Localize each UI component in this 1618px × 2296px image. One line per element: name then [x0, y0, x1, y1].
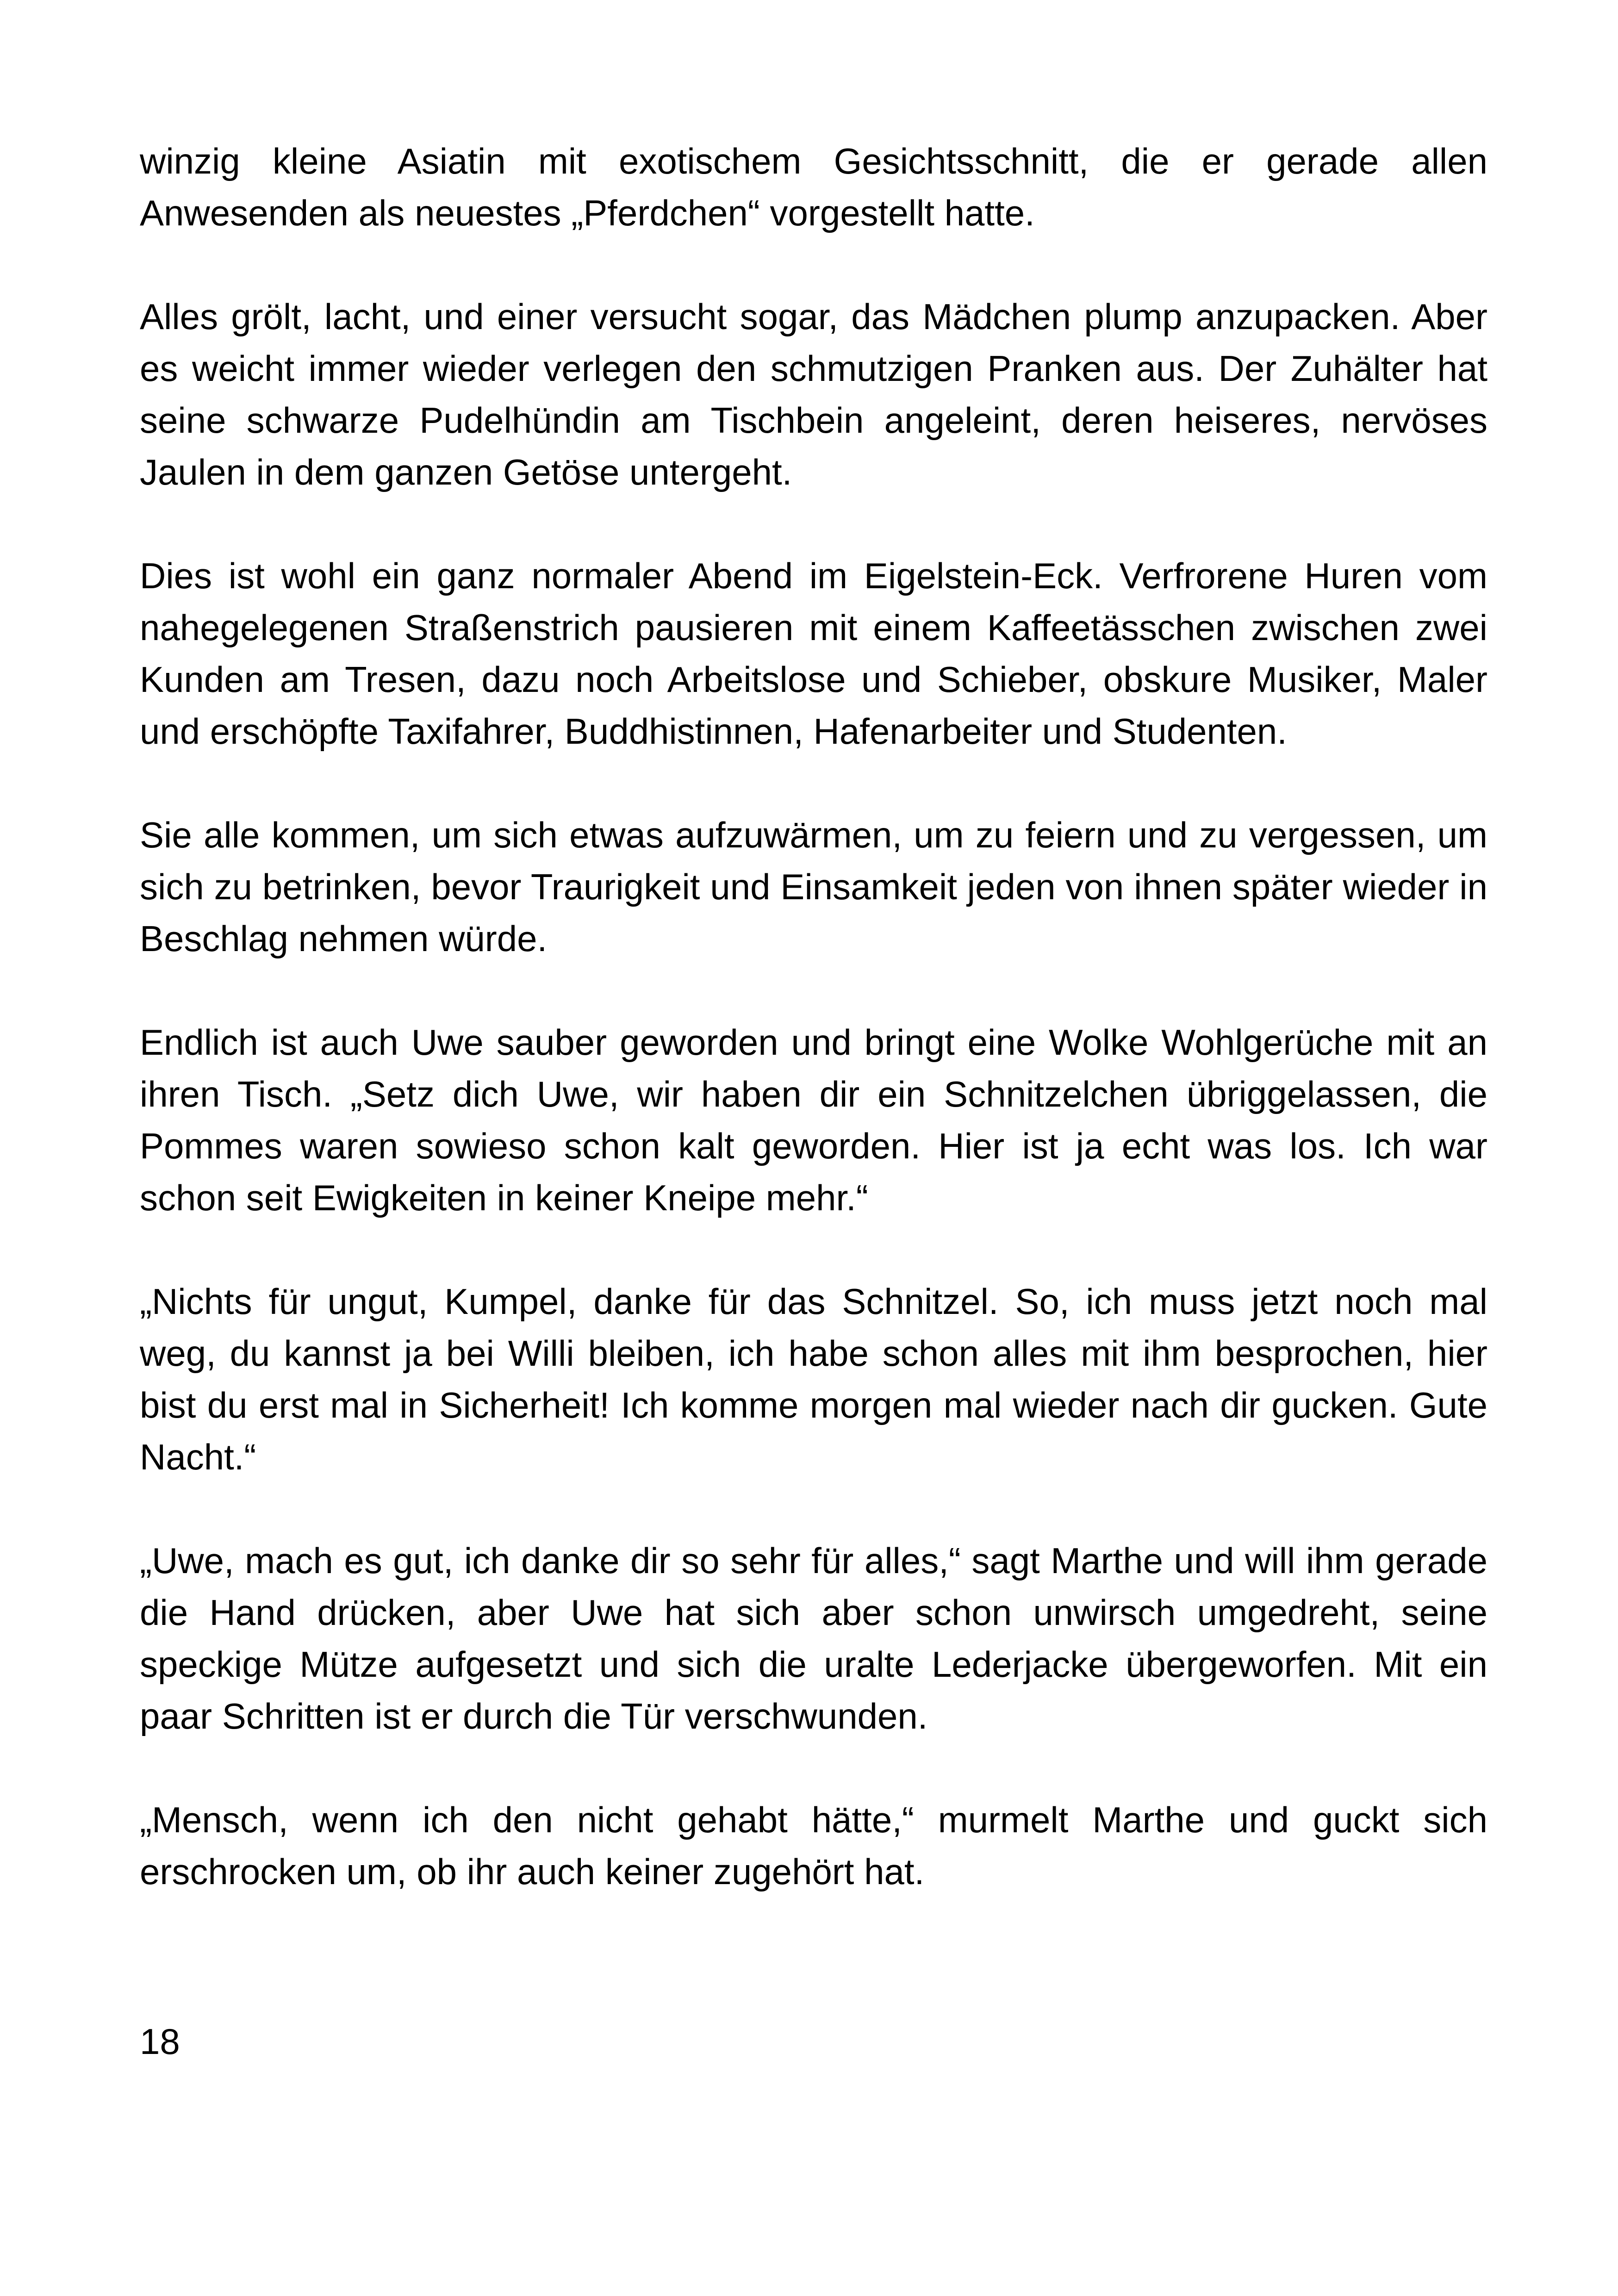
- paragraph: winzig kleine Asiatin mit exotischem Gesichtsschnitt, die er gerade allen Anwesenden als neuestes „Pferdchen“ vorgestellt hatte.: [140, 141, 1487, 233]
- paragraph: „Mensch, wenn ich den nicht gehabt hätte,“ murmelt Marthe und guckt sich erschrocken um, ob ihr auch keiner zugehört hat.: [140, 1799, 1487, 1892]
- paragraph: „Uwe, mach es gut, ich danke dir so sehr für alles,“ sagt Marthe und will ihm gerade die Hand drücken, aber Uwe hat sich aber schon unwirsch umgedreht, seine speckige Mütze aufgesetzt und sich die uralte Lederjacke übergeworfen. Mit ein paar Schritten ist er durch die Tür verschwunden.: [140, 1540, 1487, 1736]
- paragraph: Endlich ist auch Uwe sauber geworden und bringt eine Wolke Wohlgerüche mit an ihren Tisch. „Setz dich Uwe, wir haben dir ein Schnitzelchen übriggelassen, die Pommes waren sowieso schon kalt geworden. Hier ist ja echt was los. Ich war schon seit Ewigkeiten in keiner Kneipe mehr.“: [140, 1022, 1487, 1218]
- paragraph: „Nichts für ungut, Kumpel, danke für das Schnitzel. So, ich muss jetzt noch mal weg, du kannst ja bei Willi bleiben, ich habe schon alles mit ihm besprochen, hier bist du erst mal in Sicherheit! Ich komme morgen mal wieder nach dir gucken. Gute Nacht.“: [140, 1281, 1487, 1477]
- body-text: [140, 135, 1487, 1949]
- paragraph: Sie alle kommen, um sich etwas aufzuwärmen, um zu feiern und zu vergessen, um sich zu betrinken, bevor Traurigkeit und Einsamkeit jeden von ihnen später wieder in Beschlag nehmen würde.: [140, 815, 1487, 959]
- paragraph: Dies ist wohl ein ganz normaler Abend im Eigelstein-Eck. Verfrorene Huren vom nahegelegenen Straßenstrich pausieren mit einem Kaffeetässchen zwischen zwei Kunden am Tresen, dazu noch Arbeitslose und Schieber, obskure Musiker, Maler und erschöpfte Taxifahrer, Buddhistinnen, Hafenarbeiter und Studenten.: [140, 555, 1487, 752]
- paragraph: Alles grölt, lacht, und einer versucht sogar, das Mädchen plump anzupacken. Aber es weicht immer wieder verlegen den schmutzigen Pranken aus. Der Zuhälter hat seine schwarze Pudelhündin am Tischbein angeleint, deren heiseres, nervöses Jaulen in dem ganzen Getöse untergeht.: [140, 296, 1487, 492]
- page-number: 18: [140, 2021, 180, 2062]
